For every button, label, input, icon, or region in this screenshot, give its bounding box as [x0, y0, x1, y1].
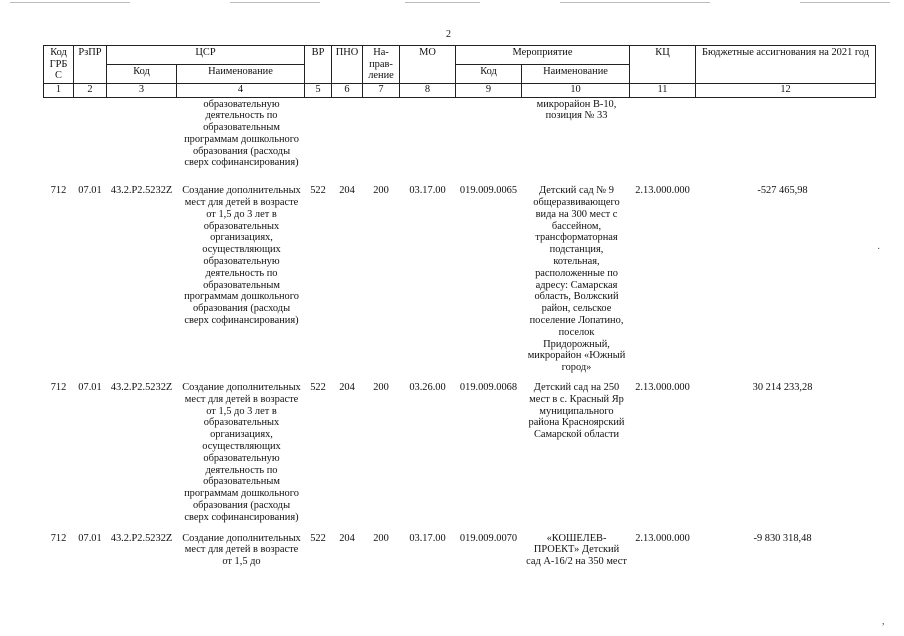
cell-csr-name: Создание дополнительных мест для детей в возрасте от 1,5 до 3 лет в образовательных организациях, осуществляющих образовательную деятельность по образовательным программам дошкольного образования (расходы сверх софинансирования) — [182, 382, 301, 523]
table-row — [44, 381, 876, 532]
header-vr: ВР — [305, 46, 332, 84]
column-number: 7 — [363, 83, 400, 97]
cell-rzpr: 07.01 — [78, 532, 102, 544]
cell-napr: 200 — [373, 532, 389, 544]
cell-napr: 200 — [373, 382, 389, 394]
cell-mer-name: Детский сад № 9 общеразвивающего вида на 300 мест с бассейном, трансформаторная подстанция, котельная, расположенные по адресу: Самарская область, Волжский район, сельское поселение Лопатино, поселок Придорожный, микрорайон «Южный город» — [527, 185, 626, 374]
header-kod-grbs: Код ГРБ С — [44, 46, 74, 84]
column-number-row — [44, 83, 876, 97]
header-rzpr: РзПР — [74, 46, 107, 84]
top-rule-mid — [230, 2, 320, 3]
column-number: 12 — [696, 83, 876, 97]
continuation-row — [44, 97, 876, 184]
budget-table — [43, 45, 876, 568]
header-csr-kod: Код — [107, 64, 177, 83]
cell-vr: 522 — [310, 532, 326, 544]
header-budget: Бюджетные ассигнования на 2021 год — [696, 46, 876, 84]
cell-mo: 03.17.00 — [409, 532, 446, 544]
cell-mer-kod: 019.009.0068 — [459, 382, 518, 394]
top-rule-mid2 — [405, 2, 480, 3]
scan-speck: , — [882, 616, 885, 627]
table-row — [44, 184, 876, 381]
cell-napr: 200 — [373, 185, 389, 197]
cell-rzpr: 07.01 — [78, 382, 102, 394]
cell-mer-kod: 019.009.0065 — [459, 185, 518, 197]
cell-csr-name: Создание дополнительных мест для детей в возрасте от 1,5 до 3 лет в образовательных организациях, осуществляющих образовательную деятельность по образовательным программам дошкольного образования (расходы сверх софинансирования) — [182, 185, 301, 327]
cell-kc: 2.13.000.000 — [635, 382, 690, 394]
top-rule-far-right — [800, 2, 890, 3]
header-mer-name: Наименование — [522, 64, 630, 83]
header-meropriyatie: Мероприятие — [456, 46, 630, 65]
scan-speck: · — [877, 244, 881, 255]
cell-grbs: 712 — [50, 532, 67, 544]
cell-pno: 204 — [339, 185, 355, 197]
column-number: 9 — [456, 83, 522, 97]
header-pno: ПНО — [332, 46, 363, 84]
cell-vr: 522 — [310, 382, 326, 394]
cell-amount: -9 830 318,48 — [753, 532, 812, 544]
cell-mer-name: «КОШЕЛЕВ-ПРОЕКТ» Детский сад А-16/2 на 350 мест — [526, 532, 627, 568]
table-row — [44, 532, 876, 568]
column-number: 11 — [630, 83, 696, 97]
cell-grbs: 712 — [50, 382, 67, 394]
cell-vr: 522 — [310, 185, 326, 197]
cell-amount: -527 465,98 — [757, 185, 808, 197]
header-csr: ЦСР — [107, 46, 305, 65]
cell-pno: 204 — [339, 382, 355, 394]
header-csr-name: Наименование — [177, 64, 305, 83]
cell-csr: 43.2.Р2.5232Z — [110, 532, 173, 544]
column-number: 10 — [522, 83, 630, 97]
continuation-csr-name: образовательную деятельность по образовательным программам дошкольного образования (расходы сверх софинансирования) — [184, 98, 299, 169]
top-rule-left — [10, 2, 130, 3]
header-napravlenie: На-прав-ление — [363, 46, 400, 84]
cell-pno: 204 — [339, 532, 355, 544]
top-rule-right — [560, 2, 710, 3]
column-number: 5 — [305, 83, 332, 97]
column-number: 8 — [400, 83, 456, 97]
column-number: 1 — [44, 83, 74, 97]
cell-grbs: 712 — [50, 185, 67, 197]
cell-mo: 03.26.00 — [409, 382, 446, 394]
column-number: 2 — [74, 83, 107, 97]
column-number: 4 — [177, 83, 305, 97]
header-mer-kod: Код — [456, 64, 522, 83]
cell-csr: 43.2.Р2.5232Z — [110, 185, 173, 197]
column-number: 6 — [332, 83, 363, 97]
cell-mer-kod: 019.009.0070 — [459, 532, 518, 544]
cell-mer-name: Детский сад на 250 мест в с. Красный Яр муниципального района Красноярский Самарской области — [528, 382, 625, 441]
cell-csr: 43.2.Р2.5232Z — [110, 382, 173, 394]
cell-kc: 2.13.000.000 — [635, 185, 690, 197]
cell-csr-name: Создание дополнительных мест для детей в возрасте от 1,5 до — [182, 532, 301, 568]
column-number: 3 — [107, 83, 177, 97]
continuation-mer-name: микрорайон В-10, позиция № 33 — [536, 98, 617, 122]
header-kc: КЦ — [630, 46, 696, 84]
cell-rzpr: 07.01 — [78, 185, 102, 197]
page-number: 2 — [446, 29, 451, 40]
cell-amount: 30 214 233,28 — [752, 382, 813, 394]
cell-kc: 2.13.000.000 — [635, 532, 690, 544]
cell-mo: 03.17.00 — [409, 185, 446, 197]
header-mo: МО — [400, 46, 456, 84]
